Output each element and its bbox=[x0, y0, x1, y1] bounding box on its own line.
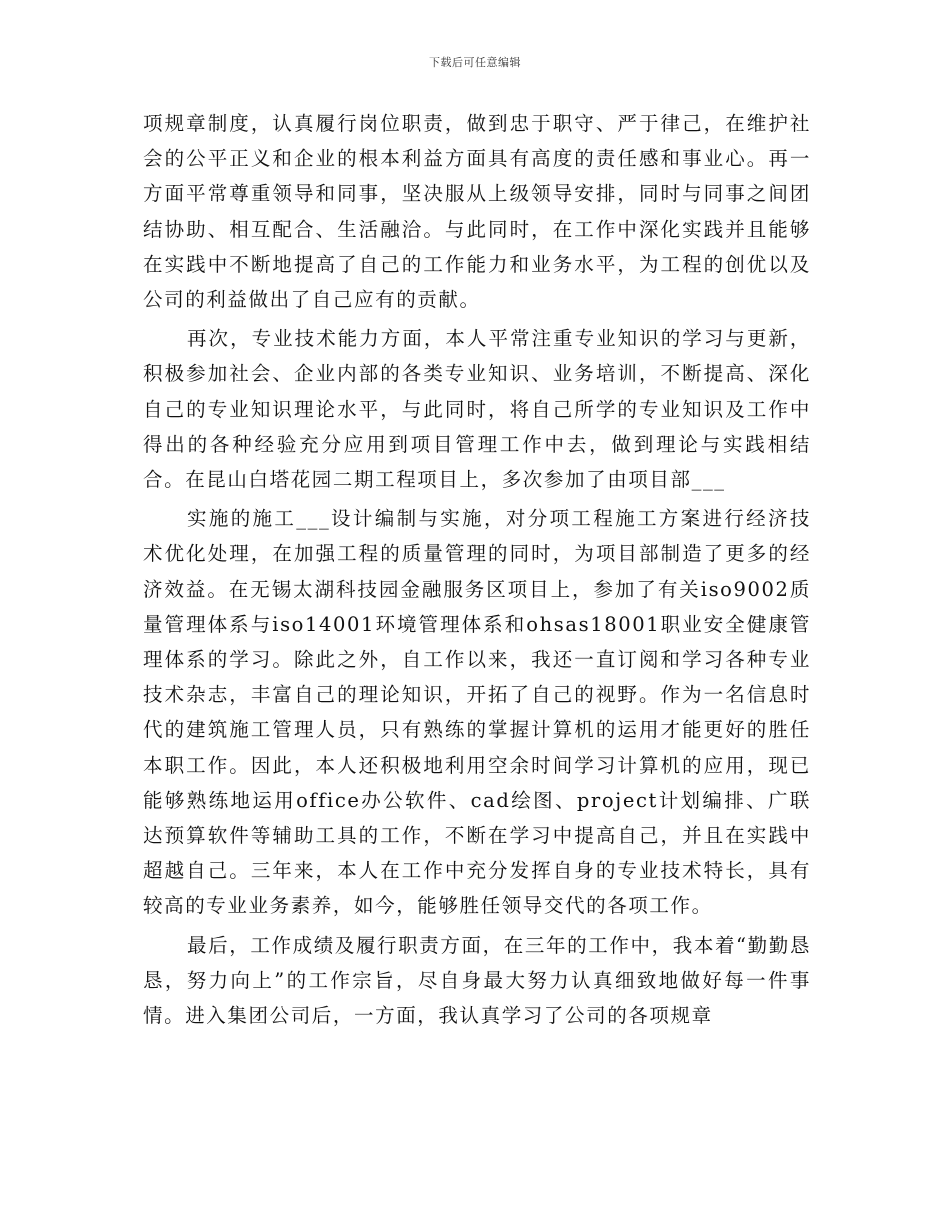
paragraph-1: 项规章制度，认真履行岗位职责，做到忠于职守、严于律己，在维护社会的公平正义和企业的根本利益方面具有高度的责任感和事业心。再一方面平常尊重领导和同事，坚决服从上级领导安排，同时与同事之间团结协助、相互配合、生活融洽。与此同时，在工作中深化实践并且能够在实践中不断地提高了自己的工作能力和业务水平，为工程的创优以及公司的利益做出了自己应有的贡献。 bbox=[143, 112, 811, 312]
paragraph-4: 最后，工作成绩及履行职责方面，在三年的工作中，我本着“勤勤恳恳，努力向上”的工作宗旨，尽自身最大努力认真细致地做好每一件事情。进入集团公司后，一方面，我认真学习了公司的各项规章 bbox=[143, 933, 811, 1028]
page-header: 下载后可任意编辑 bbox=[429, 56, 521, 69]
document-body bbox=[143, 106, 811, 1033]
paragraph-3: 实施的施工___设计编制与实施，对分项工程施工方案进行经济技术优化处理，在加强工程的质量管理的同时，为项目部制造了更多的经济效益。在无锡太湖科技园金融服务区项目上，参加了有关iso9002质量管理体系与iso14001环境管理体系和ohsas18001职业安全健康管理体系的学习。除此之外，自工作以来，我还一直订阅和学习各种专业技术杂志，丰富自己的理论知识，开拓了自己的视野。作为一名信息时代的建筑施工管理人员，只有熟练的掌握计算机的运用才能更好的胜任本职工作。因此，本人还积极地利用空余时间学习计算机的应用，现已能够熟练地运用office办公软件、cad绘图、project计划编排、广联达预算软件等辅助工具的工作，不断在学习中提高自己，并且在实践中超越自己。三年来，本人在工作中充分发挥自身的专业技术特长，具有较高的专业业务素养，如今，能够胜任领导交代的各项工作。 bbox=[143, 507, 811, 918]
paragraph-2: 再次，专业技术能力方面，本人平常注重专业知识的学习与更新，积极参加社会、企业内部的各类专业知识、业务培训，不断提高、深化自己的专业知识理论水平，与此同时，将自己所学的专业知识及工作中得出的各种经验充分应用到项目管理工作中去，做到理论与实践相结合。在昆山白塔花园二期工程项目上，多次参加了由项目部___ bbox=[143, 327, 811, 492]
